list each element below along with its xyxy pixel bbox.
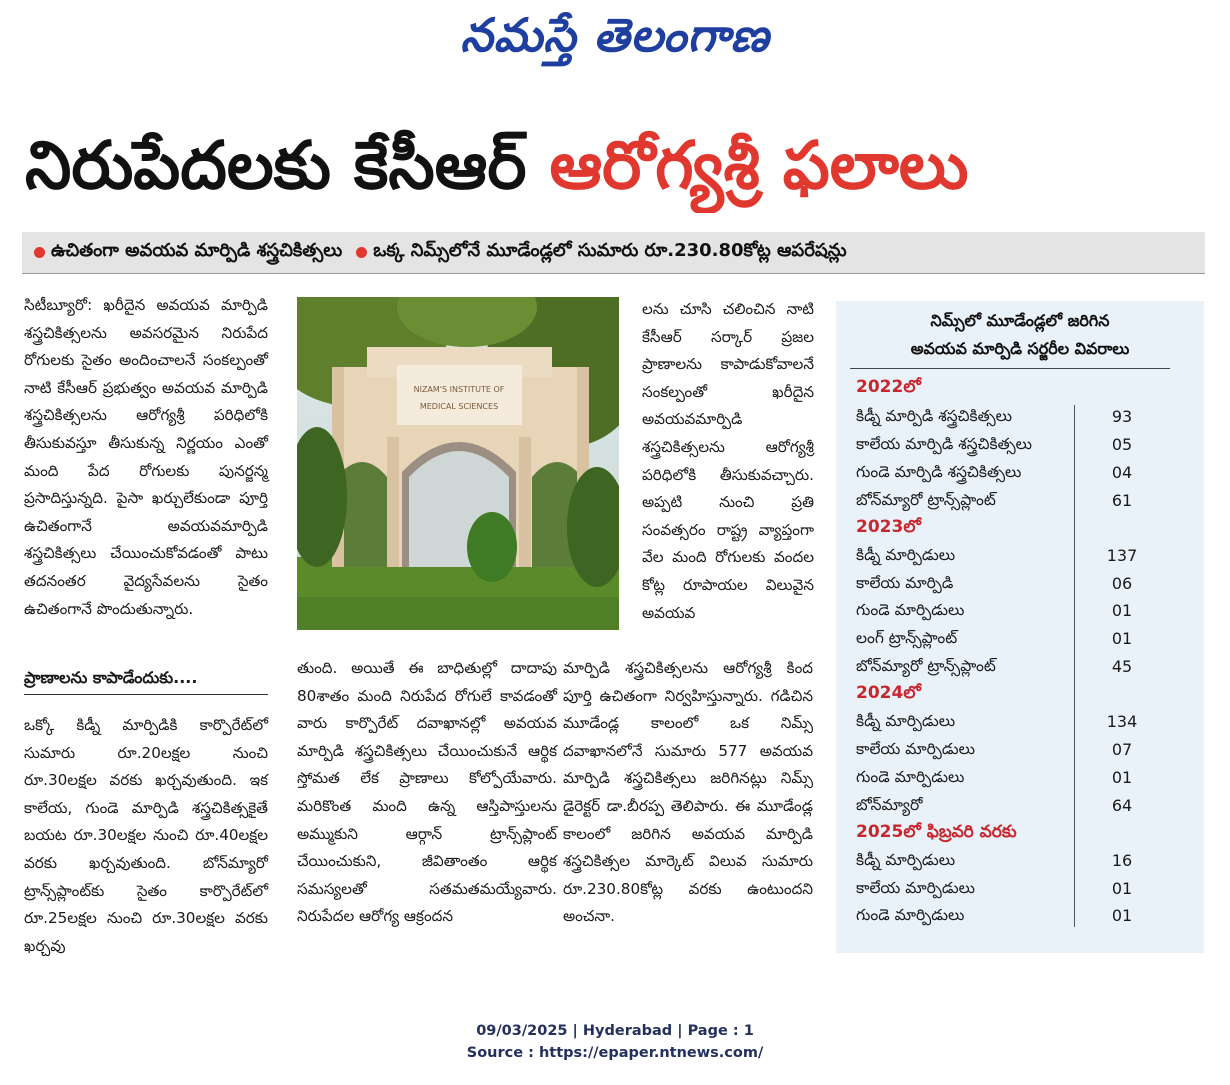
row-value: 07 — [1111, 740, 1133, 759]
row-label: బోన్‌మ్యారో — [856, 796, 923, 814]
row-value: 01 — [1111, 629, 1133, 648]
row-label: బోన్‌మ్యారో ట్రాన్స్‌ప్లాంట్ — [856, 657, 996, 675]
year-heading-2025: 2025లో ఫిబ్రవరి వరకు — [856, 822, 1017, 842]
row-value: 64 — [1111, 796, 1133, 815]
row-value: 45 — [1111, 657, 1133, 676]
year-heading-2022: 2022లో — [856, 377, 921, 397]
row-value: 61 — [1111, 491, 1133, 510]
article-paragraph: లను చూసి చలించిన నాటి కేసీఆర్ సర్కార్ ప్రజల ప్రాణాలను కాపాడుకోవాలనే సంకల్పంతో ఖరీదైన అవయవమార్పిడి శస్త్రచికిత్సలను ఆరోగ్యశ్రీ పరిధిలోకి తీసుకువచ్చారు. అప్పటి నుంచి ప్రతి సంవత్సరం రాష్ట్ర వ్యాప్తంగా వేల మంది రోగులకు వందల కోట్ల రూపాయల విలువైన అవయవ — [642, 300, 814, 622]
bullet-icon — [356, 247, 367, 258]
headline-part2: ఆరోగ్యశ్రీ ఫలాలు — [549, 127, 969, 204]
divider — [1074, 405, 1075, 927]
article-paragraph: తుంది. అయితే ఈ బాధితుల్లో దాదాపు 80శాతం మంది నిరుపేద రోగులే కావడంతో వారు కార్పొరేట్ దవాఖానల్లో అవయవ మార్పిడి శస్త్రచికిత్సలు చేయించుకునే ఆర్థిక స్తోమత లేక ప్రాణాలు కోల్పోయేవారు. మరికొంత మంది ఉన్న ఆస్తిపాస్తులను అమ్ముకుని ఆర్గాన్ ట్రాన్స్‌ప్లాంట్ చేయించుకుని, జీవితాంతం ఆర్థిక సమస్యలతో సతమతమయ్యేవారు. నిరుపేదల ఆరోగ్య ఆక్రందన — [297, 659, 557, 926]
masthead — [0, 8, 1230, 68]
row-label: గుండె మార్పిడి శస్త్రచికిత్సలు — [856, 463, 1022, 481]
row-label: కిడ్నీ మార్పిడులు — [856, 712, 956, 730]
article-column-3 — [563, 655, 813, 931]
row-label: బోన్‌మ్యారో ట్రాన్స్‌ప్లాంట్ — [856, 491, 996, 509]
row-value: 16 — [1111, 851, 1133, 870]
article-paragraph: సిటీబ్యూరో: ఖరీదైన అవయవ మార్పిడి శస్త్రచికిత్సలను అవసరమైన నిరుపేద రోగులకు సైతం అందించాలనే సంకల్పంతో నాటి కేసీఆర్ ప్రభుత్వం అవయవ మార్పిడి శస్త్రచికిత్సలను ఆరోగ్యశ్రీ పరిధిలోకి తీసుకువస్తూ తీసుకున్న నిర్ణయం ఎంతో మంది పేద రోగులకు పునర్జన్మ ప్రసాదిస్తున్నది. పైసా ఖర్చులేకుండా పూర్తి ఉచితంగానే అవయవమార్పిడి శస్త్రచికిత్సలు చేయించుకోవడంతో పాటు తదనంతర వైద్యసేవలను సైతం ఉచితంగానే పొందుతున్నారు. — [24, 296, 268, 618]
row-label: కాలేయ మార్పిడి — [856, 574, 954, 592]
article-column-3-top — [642, 296, 814, 627]
article-photo — [297, 297, 619, 630]
subhead-item-1: ఉచితంగా అవయవ మార్పిడి శస్త్రచికిత్సలు — [51, 240, 343, 261]
row-value: 93 — [1111, 407, 1133, 426]
article-paragraph: మార్పిడి శస్త్రచికిత్సలను ఆరోగ్యశ్రీ కింద పూర్తి ఉచితంగా నిర్వహిస్తున్నారు. గడిచిన మూడేండ్ల కాలంలో ఒక నిమ్స్ దవాఖానలోనే సుమారు 577 అవయవ మార్పిడి శస్త్రచికిత్సలు జరిగినట్లు నిమ్స్ డైరెక్టర్ డా.బీరప్ప తెలిపారు. ఈ మూడేండ్ల కాలంలో జరిగిన అవయవ మార్పిడి శస్త్రచికిత్సల మార్కెట్ విలువ సుమారు రూ.230.80కోట్ల వరకు ఉంటుందని అంచనా. — [563, 659, 813, 926]
nims-building-photo — [297, 297, 619, 630]
row-label: లంగ్ ట్రాన్స్‌ప్లాంట్ — [856, 629, 958, 647]
row-value: 04 — [1111, 463, 1133, 482]
row-value: 134 — [1106, 712, 1138, 731]
row-label: కిడ్నీ మార్పిడులు — [856, 851, 956, 869]
row-label: కాలేయ మార్పిడులు — [856, 740, 976, 758]
row-label: కిడ్నీ మార్పిడి శస్త్రచికిత్సలు — [856, 407, 1013, 425]
article-paragraph: ఒక్కో కిడ్నీ మార్పిడికి కార్పొరేట్‌లో సుమారు రూ.20లక్షల నుంచి రూ.30లక్షల వరకు ఖర్చవుతుంది. ఇక కాలేయ, గుండె మార్పిడి శస్త్రచికిత్సకైతే బయట రూ.30లక్షల నుంచి రూ.40లక్షల వరకు ఖర్చవుతుంది. బోన్‌మ్యారో ట్రాన్స్‌ప్లాంట్‌కు సైతం కార్పొరేట్‌లో రూ.25లక్షల నుంచి రూ.30లక్షల వరకు ఖర్చవు — [24, 716, 268, 955]
section-subheading: ప్రాణాలను కాపాడేందుకు.... — [24, 664, 268, 695]
arch-text-line-2: MEDICAL SCIENCES — [419, 402, 499, 411]
article-column-2 — [297, 655, 557, 931]
arch-text-line-1: NIZAM'S INSTITUTE OF — [413, 385, 505, 394]
row-label: గుండె మార్పిడులు — [856, 906, 965, 924]
subheadline-bar — [22, 232, 1205, 274]
year-heading-2024: 2024లో — [856, 683, 921, 703]
footer-date-location: 09/03/2025 | Hyderabad | Page : 1 — [476, 1023, 754, 1039]
row-value: 01 — [1111, 601, 1133, 620]
sidebar-title-line-2: అవయవ మార్పిడి సర్జరీల వివరాలు — [910, 339, 1130, 358]
sidebar-title-line-1: నిమ్స్‌లో మూడేండ్లలో జరిగిన — [930, 311, 1110, 330]
row-value: 06 — [1111, 574, 1133, 593]
row-label: గుండె మార్పిడులు — [856, 768, 965, 786]
year-heading-2023: 2023లో — [856, 517, 921, 537]
article-column-1b — [24, 712, 268, 960]
row-label: కాలేయ మార్పిడి శస్త్రచికిత్సలు — [856, 435, 1032, 453]
row-value: 01 — [1111, 768, 1133, 787]
subhead-item-2: ఒక్క నిమ్స్‌లోనే మూడేండ్లలో సుమారు రూ.230.80కోట్ల ఆపరేషన్లు — [373, 240, 847, 261]
row-value: 137 — [1106, 546, 1138, 565]
article-column-1 — [24, 292, 268, 623]
row-value: 01 — [1111, 906, 1133, 925]
masthead-title: నమస్తే తెలంగాణ — [460, 8, 770, 62]
footer-source: Source : https://epaper.ntnews.com/ — [466, 1045, 764, 1061]
row-value: 05 — [1111, 435, 1133, 454]
headline — [25, 118, 1205, 213]
bullet-icon — [34, 247, 45, 258]
row-label: కిడ్నీ మార్పిడులు — [856, 546, 956, 564]
statistics-sidebar — [836, 301, 1204, 953]
divider — [850, 368, 1170, 369]
row-value: 01 — [1111, 879, 1133, 898]
row-label: గుండె మార్పిడులు — [856, 601, 965, 619]
headline-part1: నిరుపేదలకు కేసీఆర్ — [25, 127, 550, 204]
row-label: కాలేయ మార్పిడులు — [856, 879, 976, 897]
sidebar-title — [836, 307, 1204, 363]
